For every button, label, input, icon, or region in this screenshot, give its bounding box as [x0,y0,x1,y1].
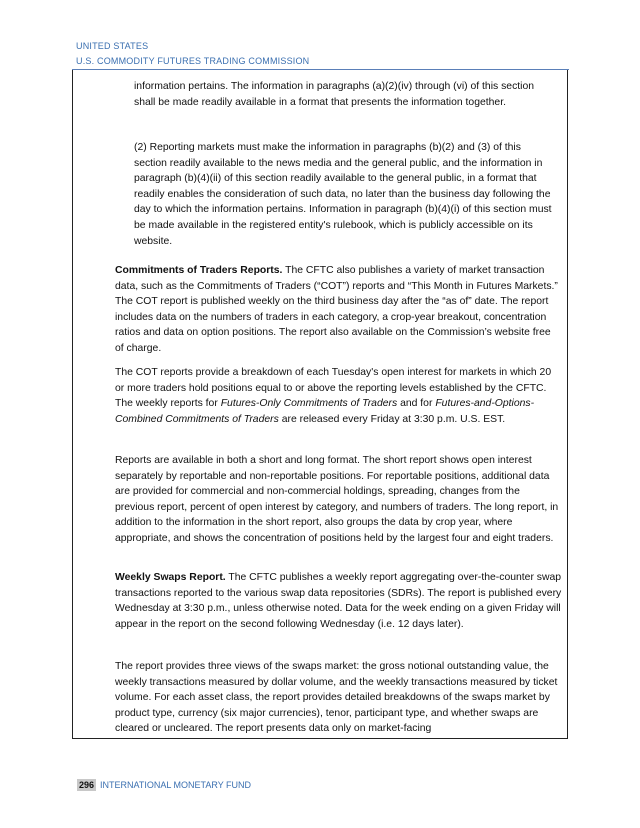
paragraph-swaps-views: The report provides three views of the swaps market: the gross notional outstanding value, the weekly transactions measured by dollar volume, and the weekly transactions measured by ticket volume. For each asset class, the report provides detailed breakdowns of the swaps market by product type, currency (six major currencies), tenor, participant type, and whether swaps are cleared or uncleared. The report presents data only on market-facing [115,661,558,735]
paragraph-weekly-swaps [115,570,562,632]
futures-only-title: Futures-Only Commitments of Traders [220,398,398,410]
paragraph-report-formats: Reports are available in both a short and long format. The short report shows open interest separately by reportable and non-reportable positions. For reportable positions, additional data are provided for commercial and non-commercial holdings, spreading, changes from the previous report, percent of open interest by category, and numbers of traders. The long report, in addition to the information in the short report, also groups the data by crop year, where appropriate, and shows the concentration of positions held by the largest four and eight traders. [115,455,559,544]
footer-org: INTERNATIONAL MONETARY FUND [100,780,252,790]
cot-breakdown-text-a: The COT reports provide a breakdown of each Tuesday's open interest for markets in which 20 or more traders hold positions equal to or above the reporting levels established by the CFTC. The weekly reports for [115,367,552,410]
paragraph-cot-reports [115,263,562,357]
swaps-text: The CFTC publishes a weekly report aggregating over-the-counter swap transactions reported to the various swap data repositories (SDRs). The report is published every Wednesday at 3:30 p.m., unless otherwise noted. Data for the week ending on a given Friday will appear in the report on the second following Wednesday (i.e. 12 days later). [115,572,562,630]
paragraph-reporting-markets: (2) Reporting markets must make the information in paragraphs (b)(2) and (3) of this section readily available to the news media and the general public, and the information in paragraph (b)(4)(ii) of this section readily available to the general public, in a format that readily enables the consideration of such data, no later than the business day following the day to which the information pertains. Information in paragraph (b)(4)(i) of this section must be made available in the registered entity's rulebook, which is publicly accessible on its website. [134,142,552,247]
swaps-heading: Weekly Swaps Report. [115,572,226,583]
paragraph-continuation: information pertains. The information in paragraphs (a)(2)(iv) through (vi) of this section shall be made readily available in a format that presents the information together. [134,81,535,108]
cot-breakdown-text-c: are released every Friday at 3:30 p.m. U.S. EST. [278,413,506,425]
text-box [72,70,568,739]
paragraph-cot-breakdown [115,365,562,427]
page-footer [77,779,251,791]
running-header-country: UNITED STATES [76,41,149,51]
futures-options-title: Futures-and-Options-Combined Commitments of Traders [115,398,535,425]
running-header-agency: U.S. COMMODITY FUTURES TRADING COMMISSION [76,56,310,66]
cot-breakdown-text-b: and for [397,398,436,410]
page-number: 296 [79,780,95,790]
cot-heading: Commitments of Traders Reports. [115,265,283,276]
cot-text: The CFTC also publishes a variety of market transaction data, such as the Commitments of Traders (“COT”) reports and “This Month in Futures Markets.” The COT report is published weekly on the third business day after the “as of” date. The report includes data on the numbers of traders in each category, a crop-year breakout, concentration ratios and data on option positions. The report also available on the Commission’s website free of charge. [115,265,558,354]
